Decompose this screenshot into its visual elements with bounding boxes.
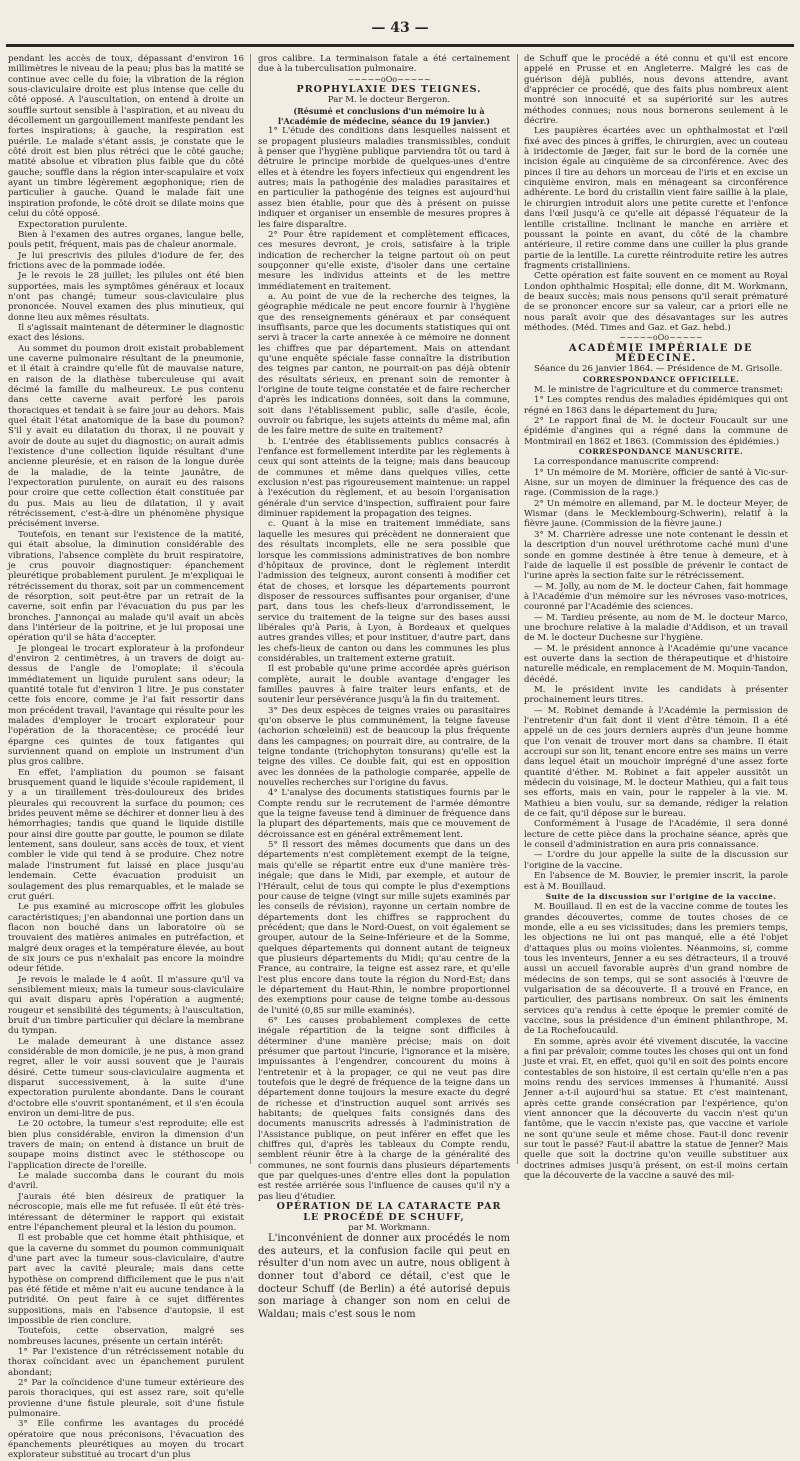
paragraph: — L'ordre du jour appelle la suite de la discussion sur l'origine de la vaccine. — [524, 850, 788, 871]
session-line: Séance du 26 janvier 1864. — Présidence de M. Grisolle. — [534, 364, 783, 375]
paragraph: 1° Les comptes rendus des maladies épidémiques qui ont régné en 1863 dans le département du Jura; — [524, 395, 788, 416]
paragraph: Au sommet du poumon droit existait probablement une caverne pulmonaire résultant de la pneumonie, et il était à craindre qu'elle fût de mauvaise nature, en raison de la diathèse tuberculeuse qui avait décimé la famille du malheureux. Le pus contenu dans cette caverne avait perforé les parois thoraciques et tendait à se faire jour au dehors. Mais quel était l'état anatomique de la base du poumon? S'il y avait eu dilatation du thorax, il ne pouvait y avoir de doute au sujet du diagnostic; on aurait admis l'existence d'une collection liquide résultant d'une ancienne pleurésie, et en raison de la longue durée de la maladie, de la teinte jaunâtre, de l'expectoration purulente, on aurait eu des raisons pour croire que cette collection était constituée par du pus. Mais au lieu de dilatation, il y avait rétrécissement, c'est-à-dire un phénomène physique précisément inverse. — [8, 343, 244, 530]
paragraph: Le 20 octobre, la tumeur s'est reproduite; elle est bien plus considérable, environ la dimension d'un travers de main; on entend à distance un bruit de soupape moins distinct avec le stéthoscope ou l'application directe de l'oreille. — [8, 1119, 244, 1171]
paragraph: Je revois le malade le 4 août. Il m'assure qu'il va sensiblement mieux; mais la tumeur sous-claviculaire qui avait disparu après l'opération a augmenté; rougeur et sensibilité des téguments; à l'auscultation, bruit d'un timbre particulier qui déclare la membrane du tympan. — [8, 974, 244, 1037]
paragraph: J'aurais été bien désireux de pratiquer la nécroscopie, mais elle me fut refusée. Il eût été très-intéressant de déterminer le rapport qui existait entre l'épanchement pleural et la lésion du poumon. — [8, 1191, 244, 1233]
column-2 — [258, 54, 510, 1320]
paragraph: Je lui prescrivis des pilules d'iodure de fer, des frictions avec de la pommade iodée. — [8, 250, 244, 271]
paragraph: M. Bouillaud. Il en est de la vaccine comme de toutes les grandes découvertes, comme de toutes choses de ce monde, elle a eu ses vicissitudes; dans les premiers temps, les objections ne lui ont pas manqué, elle a été l'objet d'attaques plus ou moins violentes. Néanmoins, si, comme tous les inventeurs, Jenner a eu ses détracteurs, il a trouvé aussi un accueil favorable auprès d'un grand nombre de médecins de son temps, qui se sont associés à l'œuvre de vulgarisation de sa découverte. Il a trouvé en France, en particulier, des partisans nombreux. On sait les éminents services qu'a rendus à cette époque le premier comité de vaccine, sous la présidence d'un éminent philanthrope, M. de La Rochefoucauld. — [524, 902, 788, 1037]
paragraph: En somme, après avoir été vivement discutée, la vaccine a fini par prévaloir, comme toutes les choses qui ont un fond juste et vrai. Et, en effet, quoi qu'il en soit des points encore contestables de son histoire, il est certain qu'elle n'en a pas moins rendu des services immenses à l'humanité. Aussi Jenner a-t-il aujourd'hui sa statue. Et c'est maintenant, après cette grande consécration par l'expérience, qu'on vient annoncer que la découverte du vaccin n'est qu'un fantôme, que le vaccin n'existe pas, que vaccine et variole ne sont qu'une seule et même chose. Faut-il donc revenir sur tout le passé? Faut-il abattre la statue de Jenner? Mais quelle que soit la doctrine qu'on veuille substituer aux doctrines admises jusqu'à présent, on est-il moins certain que la découverte de la vaccine a sauvé des mil- — [524, 1036, 788, 1182]
subsection-title: Suite de la discussion sur l'origine de la vaccine. — [545, 891, 777, 901]
paragraph: 1° L'étude des conditions dans lesquelles naissent et se propagent plusieurs maladies transmissibles, conduit à penser que l'hygiène publique parviendra tôt ou tard à détruire le principe morbide de quelques-unes d'entre elles et à étendre les foyers infectieux qui engendrent les autres; mais la pathogénie des maladies parasitaires et en particulier la pathogénie des teignes est aujourd'hui assez bien établie, pour que dès à présent on puisse indiquer et organiser un ensemble de mesures propres à les faire disparaître. — [258, 126, 510, 230]
paragraph: 5° Il ressort des mêmes documents que dans un des départements n'est complètement exempt de la teigne, mais qu'elle se répartit entre eux d'une manière très-inégale; que dans le Midi, par exemple, et autour de l'Hérault, celui de tous qui compte le plus d'exemptions pour cause de teigne (vingt sur mille sujets examinés par les conseils de révision), rayonne un certain nombre de départements dont les chiffres se rapprochent du précédent; que dans le Nord-Ouest, on voit également se grouper, autour de la Seine-Inférieure et de la Somme, quelques départements qui donnent autant de teigneux que plusieurs départements du Midi; qu'au centre de la France, au contraire, la teigne est assez rare, et qu'elle l'est plus encore dans toute la région du Nord-Est; dans le département du Haut-Rhin, le nombre proportionnel des exemptions pour cause de teigne tombe au-dessous de l'unité (0,85 sur mille examinés). — [258, 840, 510, 1016]
paragraph: 2° Un mémoire en allemand, par M. le docteur Meyer, de Wismar (dans le Mecklembourg-Schwerin), relatif à la fièvre jaune. (Commission de la fièvre jaune.) — [524, 498, 788, 530]
column-divider — [250, 54, 251, 1164]
paragraph: M. le ministre de l'agriculture et du commerce transmet: — [534, 385, 784, 395]
paragraph: M. le président invite les candidats à présenter prochainement leurs titres. — [524, 684, 788, 706]
paragraph: 2° Par la coïncidence d'une tumeur extérieure des parois thoraciques, qui est assez rare, soit qu'elle provienne d'une fistule pleurale, soit d'une fistule pulmonaire. — [8, 1378, 244, 1420]
paragraph: Conformément à l'usage de l'Académie, il sera donné lecture de cette pièce dans la prochaine séance, après que le conseil d'administration en aura pris connaissance. — [524, 819, 788, 851]
subsection-title: CORRESPONDANCE MANUSCRITE. — [578, 447, 744, 457]
paragraph: Il est probable qu'une prime accordée après guérison complète, aurait le double avantage d'engager les familles pauvres à faire traiter leurs enfants, et de soutenir leur persévérance jusqu'à la fin du traitement. — [258, 664, 510, 706]
header-rule — [6, 44, 794, 47]
paragraph: — M. le président annonce à l'Académie qu'une vacance est ouverte dans la section de thérapeutique et d'histoire naturelle médicale, en remplacement de M. Moquin-Tandon, décédé. — [524, 643, 788, 685]
column-divider — [517, 54, 518, 1164]
paragraph: En effet, l'ampliation du poumon se faisant brusquement quand le liquide s'écoule rapidement, il y a un tiraillement très-douloureux des brides pleurales qui recouvrent la surface du poumon; ces brides peuvent même se déchirer et donner lieu à des hémorrhagies; tandis que quand le liquide distille pour ainsi dire goutte par goutte, le poumon se dilate lentement, sans douleur, sans accès de toux, et vient combler le vide qui tend à se produire. Chez notre malade l'instrument fut laissé en place jusqu'au lendemain. Cette évacuation produisit un soulagement des plus remarquables, et le malade se crut guéri. — [8, 767, 244, 902]
article-heading: OPÉRATION DE LA CATARACTE PAR LE PROCÉDÉ DE SCHUFF, — [276, 1201, 502, 1223]
ornament-divider: ~~~~~oOo~~~~~ — [619, 333, 703, 343]
paragraph: Le malade succomba dans le courant du mois d'avril. — [8, 1171, 244, 1192]
paragraph: Il est probable que cet homme était phthisique, et que la caverne du sommet du poumon communiquait d'une part avec la tumeur sous-claviculaire, d'autre part avec la cavité pleurale; mais dans cette hypothèse on comprend difficilement que le pus n'ait pas été fétide et même n'ait eu aucune tendance à la putridité. On peut faire à ce sujet différentes suppositions, mais en l'absence d'autopsie, il est impossible de rien conclure. — [8, 1233, 244, 1326]
paragraph: 3° Elle confirme les avantages du procédé opératoire que nous préconisons, l'évacuation des épanchements pleurétiques au moyen du trocart explorateur substitué au trocart d'un plus — [8, 1419, 244, 1461]
paragraph: a. Au point de vue de la recherche des teignes, la géographie médicale ne peut encore fournir à l'hygiène que des renseignements généraux et par conséquent insuffisants, parce que les documents statistiques qui ont servi à tracer la carte annexée à ce mémoire ne donnent les chiffres que par département. Mais on attendant qu'une enquête spéciale fasse connaître la distribution des teignes par canton, ne pourrait-on pas déjà obtenir des résultats sérieux, en prenant soin de remonter à l'origine de toute teigne constatée et de faire rechercher d'après les indications données, soit dans la commune, soit dans l'établissement public, salle d'asile, école, ouvroir ou fabrique, les sujets atteints du même mal, afin de les faire mettre de suite en traitement? — [258, 291, 510, 437]
paragraph: Expectoration purulente. — [18, 219, 128, 230]
paragraph: pendant les accès de toux, dépassant d'environ 16 millimètres le niveau de la peau; plus bas la matité se continue avec celle du foie; la vibration de la région sous-claviculaire droite est plus intense que celle du côté opposé. A l'auscultation, on entend à droite un souffle surtout sensible à l'aspiration, et au niveau du décollement un gargouillement manifeste pendant les fortes inspirations; à gauche, la respiration est puérile. Le malade s'étant assis, je constate que le côté droit est bien plus rétréci que le côté gauche; matité absolue et vibration plus faible que du côté gauche; souffle dans la région inter-scapulaire et voix ayant un timbre légèrement ægophonique; rien de particulier à gauche. Quand le malade fait une inspiration profonde, le côté droit se dilate moins que celui du côté opposé. — [8, 54, 244, 220]
paragraph: de Schuff que le procédé a été connu et qu'il est encore appelé en Prusse et en Angleterre. Malgré les cas de guérison déjà publiés, nous devons attendre, avant d'apprécier ce procédé, que des faits plus nombreux aient montré son innocuité et sa supériorité sur les autres méthodes connues; nous nous bornerons seulement à le décrire. — [524, 54, 788, 127]
paragraph: 2° Le rapport final de M. le docteur Foucault sur une épidémie d'angines qui a régné dans la commune de Montmirail en 1862 et 1863. (Commission des épidémies.) — [524, 416, 788, 447]
paragraph: b. L'entrée des établissements publics consacrés à l'enfance est formellement interdite par les règlements à ceux qui sont atteints de la teigne; mais dans beaucoup de communes et même dans quelques villes, cette exclusion n'est pas rigoureusement maintenue: un rappel à l'exécution du règlement, et au besoin l'organisation générale d'un service d'inspection, suffiraient pour faire diminuer rapidement la propagation des teignes. — [258, 436, 510, 520]
paragraph: Bien à l'examen des autres organes, langue belle, pouls petit, fréquent, mais pas de chaleur anormale. — [8, 229, 244, 251]
paragraph: La correspondance manuscrite comprend: — [534, 457, 719, 468]
article-byline: Par M. le docteur Bergeron. — [327, 95, 451, 106]
subsection-title: CORRESPONDANCE OFFICIELLE. — [582, 374, 740, 384]
article-heading: PROPHYLAXIE DES TEIGNES. — [296, 84, 482, 96]
paragraph: 1° Un mémoire de M. Morière, officier de santé à Vic-sur-Aisne, sur un moyen de diminuer la fréquence des cas de rage. (Commission de la rage.) — [524, 467, 788, 499]
article-byline: par M. Workmann. — [348, 1222, 430, 1233]
paragraph: Le malade demeurant à une distance assez considérable de mon domicile, je ne pus, à mon grand regret, aller le voir aussi souvent que je l'aurais désiré. Cette tumeur sous-claviculaire augmenta et disparut successivement, à la suite d'une expectoration purulente abondante. Dans le courant d'octobre elle s'ouvrit spontanément, et il s'en écoula environ un demi-litre de pus. — [8, 1036, 244, 1120]
paragraph: L'inconvénient de donner aux procédés le nom des auteurs, et la confusion facile qui peut en résulter d'un nom avec un autre, nous obligent à donner tout d'abord ce détail, c'est que le docteur Schuff (de Berlin) a été autorisé depuis son mariage à changer son nom en celui de Waldau; mais c'est sous le nom — [258, 1233, 510, 1320]
paragraph: gros calibre. La terminaison fatale a été certainement due à la tuberculisation pulmonaire. — [258, 54, 510, 75]
paragraph: Je plongeai le trocart explorateur à la profondeur d'environ 2 centimètres, à un travers de doigt au-dessus de l'angle de l'omoplate; il s'écoula immédiatement un liquide purulent sans odeur; la quantité totale fut d'environ 1 litre. Je pus constater cette fois encore, comme je l'ai fait ressortir dans mon précédent travail, l'avantage qui résulte pour les malades d'employer le trocart explorateur pour l'opération de la thoracentèse; ce procédé leur épargne ces quintes de toux fatigantes qui surviennent quand on emploie un instrument d'un plus gros calibre. — [8, 643, 244, 768]
paragraph: Toutefois, en tenant sur l'existence de la matité, qui était absolue, la diminution considérable des vibrations, l'absence complète du bruit respiratoire, je crus pouvoir diagnostiquer: épanchement pleurétique probablement purulent. Je m'expliquai le rétrécissement du thorax, soit par un commencement de résorption, soit peut-être par un retrait de la caverne, soit enfin par l'évacuation du pus par les bronches. J'annonçai au malade qu'il avait un abcès dans l'intérieur de la poitrine, et je lui proposai une opération qu'il se hâta d'accepter. — [8, 529, 244, 644]
paragraph: Je le revois le 28 juillet; les pilules ont été bien supportées, mais les symptômes généraux et locaux n'ont pas changé; tumeur sous-claviculaire plus prononcée. Nouvel examen des plus minutieux, qui donne lieu aux mêmes résultats. — [8, 271, 244, 323]
paragraph: En l'absence de M. Bouvier, le premier inscrit, la parole est à M. Bouillaud. — [524, 871, 788, 892]
paragraph: Le pus examiné au microscope offrit les globules caractéristiques; j'en abandonnai une portion dans un flacon non bouché dans un laboratoire où se trouvaient des matières animales en putréfaction, et malgré deux orages et la température élevée, au bout de six jours ce pus n'exhalait pas encore la moindre odeur fétide. — [8, 902, 244, 975]
column-1 — [8, 54, 244, 1461]
paragraph: 4° L'analyse des documents statistiques fournis par le Compte rendu sur le recrutement de l'armée démontre que la teigne faveuse tend à diminuer de fréquence dans la plupart des départements, mais que ce mouvement de décroissance est en général extrêmement lent. — [258, 788, 510, 840]
article-note: (Résumé et conclusions d'un mémoire lu à l'Académie de médecine, séance du 19 janvier.) — [277, 105, 491, 127]
paragraph: c. Quant à la mise en traitement immédiate, sans laquelle les mesures qui précèdent ne donneraient que des résultats incomplets, elle ne sera possible que lorsque les commissions administratives de bon nombre d'hôpitaux de province, dont le règlement interdit l'admission des teigneux, auront consenti à modifier cet état de choses, et lorsque les départements pourront disposer de ressources suffisantes pour organiser, d'une part, dans tous les chefs-lieux d'arrondissement, le service du traitement de la teigne sur des bases aussi libérales qu'à Paris, à Lyon, à Bordeaux et quelques autres grandes villes; et pour instituer, d'autre part, dans les chefs-lieux de canton ou dans les communes les plus considérables, un traitement externe gratuit. — [258, 519, 510, 664]
paragraph: — M. Tardieu présente, au nom de M. le docteur Marco, une brochure relative à la maladie d'Addison, et un travail de M. le docteur Duchesne sur l'hygiène. — [524, 612, 788, 644]
paragraph: Les paupières écartées avec un ophthalmostat et l'œil fixé avec des pinces à griffes, le chirurgien, avec un couteau à iridectomie de Jæger, fait sur le bord de la cornée une incision égale au cinquième de sa circonférence. Avec des pinces il tire au dehors un morceau de l'iris et en excise un cinquième environ, mais en ménageant sa circonférence adhérente. Le bord du cristallin vient faire saillie à la plaie, le chirurgien introduit alors une petite curette et l'enfonce dans l'œil jusqu'à ce qu'elle ait dépassé l'équateur de la lentille cristalline. Inclinant le manche en arrière et poussant la pointe en avant, du côté de la chambre antérieure, il retire comme dans une cuiller la plus grande partie de la lentille. La curette réintroduite retire les autres fragments cristalliniens. — [524, 126, 788, 271]
section-title: ACADÉMIE IMPÉRIALE DE MÉDECINE. — [568, 342, 754, 364]
paragraph: — M. Robinet demande à l'Académie la permission de l'entretenir d'un fait dont il vient d'être témoin. Il a été appelé un de ces jours derniers auprès d'un jeune homme que l'on venait de trouver mort dans sa chambre. Il était accroupi sur son lit, tenant encore entre ses mains un verre dans lequel était un mouchoir imprégné d'une assez forte quantité d'éther. M. Robinet a fait appeler aussitôt un médecin du voisinage, M. le docteur Mathieu, qui a fait tous ses efforts, mais en vain, pour le rappeler à la vie. M. Mathieu a bien voulu, sur sa demande, rédiger la relation de ce fait, qu'il dépose sur le bureau. — [524, 705, 788, 820]
paragraph: 3° Des deux espèces de teignes vraies ou parasitaires qu'on observe le plus communément, la teigne faveuse (achorion schœleinii) est de beaucoup la plus fréquente dans les campagnes; on pourrait dire, au contraire, de la teigne tondante (trichophyton tonsurans) qu'elle est la teigne des villes. Ce double fait, qui est en opposition avec les données de la pathologie comparée, appelle de nouvelles recherches sur l'origine du favus. — [258, 705, 510, 789]
paragraph: — M. Jolly, au nom de M. le docteur Cahen, fait hommage à l'Académie d'un mémoire sur les névroses vaso-motrices, couronné par l'Académie des sciences. — [524, 581, 788, 613]
paragraph: 6° Les causes probablement complexes de cette inégale répartition de la teigne sont difficiles à déterminer d'une manière précise; mais on doit présumer que partout l'incurie, l'ignorance et la misère, impuissantes à l'engendrer, concourent du moins à l'entretenir et à la propager, ce qui ne veut pas dire toutefois que le degré de fréquence de la teigne dans un département donne toujours la mesure exacte du degré de richesse et d'instruction auquel sont arrivés ses habitants; de quelques faits consignés dans des documents manuscrits adressés à l'administration de l'Assistance publique, on peut inférer en effet que les chiffres qui, d'après les tableaux du Compte rendu, semblent réunir être à la charge de la généralité des communes, ne sont fournis dans plusieurs départements que par quelques-unes d'entre elles dont la population est restée arriérée sous l'influence de causes qu'il n'y a pas lieu d'étudier. — [258, 1015, 510, 1202]
paragraph: 3° M. Charrière adresse une note contenant le dessin et la description d'un nouvel uréthrotome caché muni d'une sonde en gomme destinée à être tenue à demeure, et à l'aide de laquelle il est possible de prévenir le contact de l'urine après la section faite sur le rétrécissement. — [524, 529, 788, 582]
ornament-divider: ~~~~~oOo~~~~~ — [347, 74, 431, 84]
paragraph: 1° Par l'existence d'un rétrécissement notable du thorax coïncidant avec un épanchement purulent abondant; — [8, 1346, 244, 1378]
paragraph: Cette opération est faite souvent en ce moment au Royal London ophthalmic Hospital; elle donne, dit M. Workmann, de beaux succès; mais nous pensons qu'il serait prématuré de se prononcer encore sur sa valeur, car a priori elle ne nous paraît avoir que des désavantages sur les autres méthodes. (Méd. Times and Gaz. et Gaz. hebd.) — [524, 271, 788, 333]
column-3 — [524, 54, 788, 1182]
paragraph: Il s'agissait maintenant de déterminer le diagnostic exact des lésions. — [8, 322, 244, 344]
paragraph: 2° Pour être rapidement et complètement efficaces, ces mesures devront, je crois, satisfaire à la triple indication de rechercher la teigne partout où on peut soupçonner qu'elle existe, d'isoler dans une certaine mesure les individus atteints et de les mettre immédiatement en traitement. — [258, 229, 510, 292]
page-number: — 43 — — [371, 20, 429, 36]
paragraph: Toutefois, cette observation, malgré ses nombreuses lacunes, présente un certain intérêt: — [8, 1326, 244, 1347]
